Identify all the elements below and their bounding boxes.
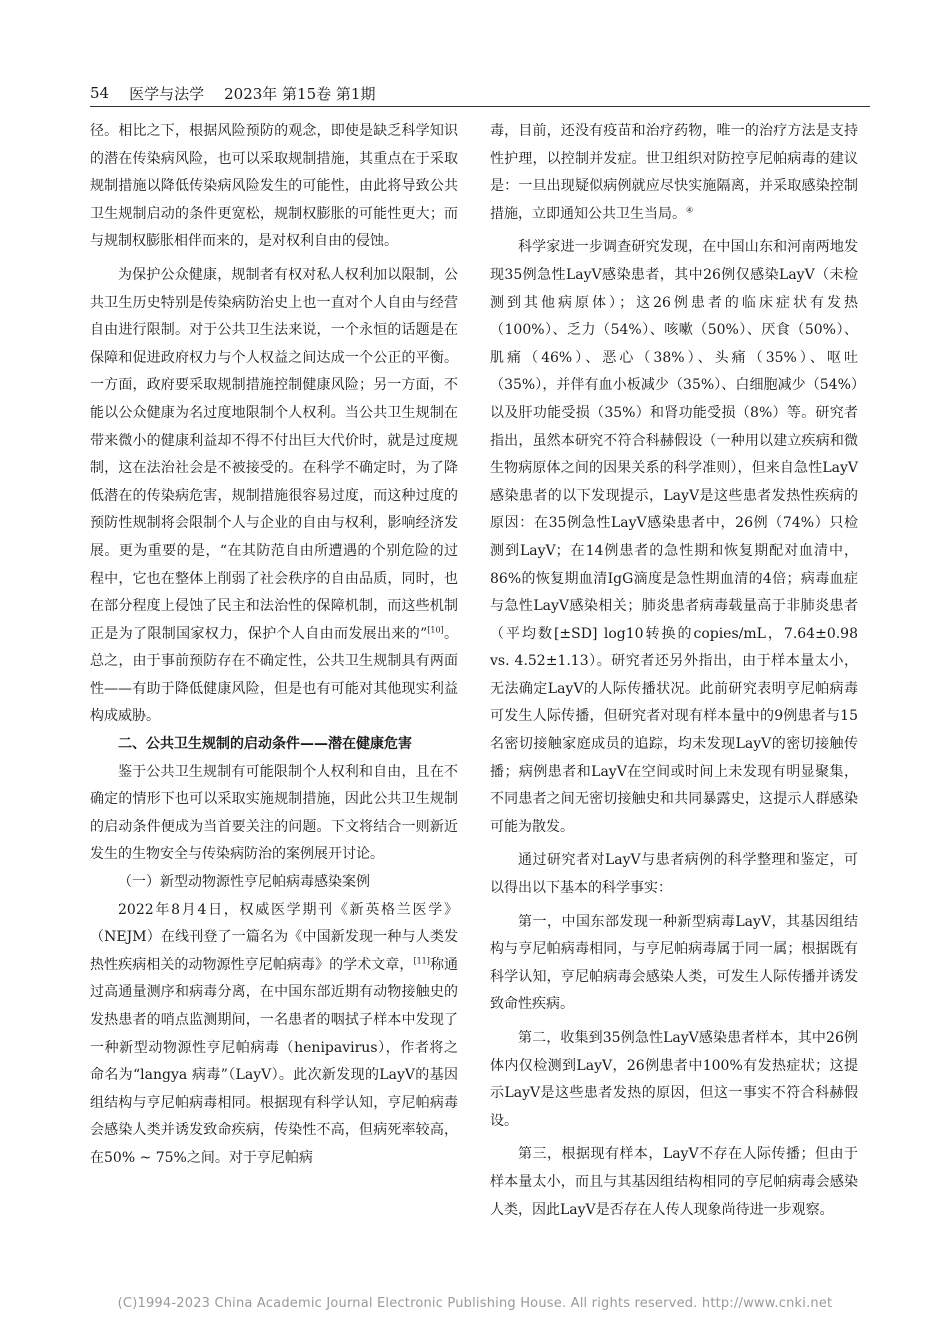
citation-ref[interactable]: [10] <box>427 625 444 635</box>
section-heading: 二、公共卫生规制的启动条件——潜在健康危害 <box>118 736 412 753</box>
paragraph: 科学家进一步调查研究发现，在中国山东和河南两地发现35例急性LayV感染患者，其中26例仅感染LayV（未检测到其他病原体）；这26例患者的临床症状有发热（100%）、乏力（54%）、咳嗽（50%）、厌食（50%）、肌痛（46%）、恶心（38%）、头痛（35%）、呕吐（35%），并伴有血小板减少（35%）、白细胞减少（54%）以及肝功能受损（35%）和肾功能受损（8%）等。研究者指出，虽然本研究不符合科赫假设（一种用以建立疾病和微生物病原体之间的因果关系的科学准则），但来自急性LayV感染患者的以下发现提示，LayV是这些患者发热性疾病的原因：在35例急性LayV感染患者中，26例（74%）只检测到LayV；在14例患者的急性期和恢复期配对血清中，86%的恢复期血清IgG滴度是急性期血清的4倍；病毒血症与急性LayV感染相关；肺炎患者病毒载量高于非肺炎患者（平均数[±SD] log10转换的copies/mL，7.64±0.98 vs. 4.52±1.13）。研究者还另外指出，由于样本量太小，无法确定LayV的人际传播状况。此前研究表明亨尼帕病毒可发生人际传播，但研究者对现有样本量中的9例患者与15名密切接触家庭成员的追踪，均未发现LayV的密切接触传播；病例患者和LayV在空间或时间上未发现有明显聚集，不同患者之间无密切接触史和共同暴露史，这提示人群感染可能为散发。 <box>490 239 858 835</box>
issue-info: 2023年 第15卷 第1期 <box>224 84 376 103</box>
left-column <box>90 118 458 1173</box>
paragraph: 第二，收集到35例急性LayV感染患者样本，其中26例体内仅检测到LayV，26例患者中100%有发热症状；这提示LayV是这些患者发热的原因，但这一事实不符合科赫假设。 <box>490 1030 858 1129</box>
paragraph: 2022年8月4日，权威医学期刊《新英格兰医学》（NEJM）在线刊登了一篇名为《中国新发现一种与人类发热性疾病相关的动物源性亨尼帕病毒》的学术文章，[11]称通过高通量测序和病毒分离，在中国东部近期有动物接触史的发热患者的哨点监测期间，一名患者的咽拭子样本中发现了一种新型动物源性亨尼帕病毒（henipavirus），作者将之命名为“langya 病毒”（LayV）。此次新发现的LayV的基因组结构与亨尼帕病毒相同。根据现有科学认知，亨尼帕病毒会感染人类并诱发致命疾病，传染性不高，但病死率较高，在50% ~ 75%之间。对于亨尼帕病 <box>90 901 459 1166</box>
page-number: 54 <box>90 84 110 102</box>
right-column <box>490 118 858 1224</box>
paragraph: 毒，目前，还没有疫苗和治疗药物，唯一的治疗方法是支持性护理，以控制并发症。世卫组织对防控亨尼帕病毒的建议是：一旦出现疑似病例就应尽快实施隔离，并采取感染控制措施，立即通知公共卫生当局。④ <box>490 123 858 222</box>
paragraph: 第三，根据现有样本，LayV不存在人际传播；但由于样本量太小，而且与其基因组结构相同的亨尼帕病毒会感染人类，因此LayV是否存在人传人现象尚待进一步观察。 <box>490 1146 858 1218</box>
journal-name: 医学与法学 <box>129 84 205 103</box>
running-header <box>90 80 870 107</box>
paragraph: 通过研究者对LayV与患者病例的科学整理和鉴定，可以得出以下基本的科学事实： <box>490 852 858 897</box>
citation-ref[interactable]: [11] <box>413 956 430 966</box>
paragraph: 鉴于公共卫生规制有可能限制个人权利和自由，且在不确定的情形下也可以采取实施规制措施，因此公共卫生规制的启动条件便成为当首要关注的问题。下文将结合一则新近发生的生物安全与传染病防治的案例展开讨论。 <box>90 763 458 863</box>
copyright-footer: (C)1994-2023 China Academic Journal Electronic Publishing House. All rights reserved. http://www.cnki.net <box>117 1296 833 1311</box>
footnote-ref[interactable]: ④ <box>686 205 694 215</box>
paragraph: 径。相比之下，根据风险预防的观念，即使是缺乏科学知识的潜在传染病风险，也可以采取规制措施，其重点在于采取规制措施以降低传染病风险发生的可能性，由此将导致公共卫生规制启动的条件更宽松，规制权膨胀的可能性更大；而与规制权膨胀相伴而来的，是对权利自由的侵蚀。 <box>90 123 458 250</box>
paragraph: 第一，中国东部发现一种新型病毒LayV，其基因组结构与亨尼帕病毒相同，与亨尼帕病毒属于同一属；根据既有科学认知，亨尼帕病毒会感染人类，可发生人际传播并诱发致命性疾病。 <box>490 913 858 1013</box>
paragraph: 为保护公众健康，规制者有权对私人权利加以限制，公共卫生历史特别是传染病防治史上也一直对个人自由与经营自由进行限制。对于公共卫生法来说，一个永恒的话题是在保障和促进政府权力与个人权益之间达成一个公正的平衡。一方面，政府要采取规制措施控制健康风险；另一方面，不能以公众健康为名过度地限制个人权利。当公共卫生规制在带来微小的健康利益却不得不付出巨大代价时，就是过度规制，这在法治社会是不被接受的。在科学不确定时，为了降低潜在的传染病危害，规制措施很容易过度，而这种过度的预防性规制将会限制个人与企业的自由与权利，影响经济发展。更为重要的是，“在其防范自由所遭遇的个别危险的过程中，它也在整体上削弱了社会秩序的自由品质，同时，也在部分程度上侵蚀了民主和法治性的保障机制，而这些机制正是为了限制国家权力，保护个人自由而发展出来的”[10]。总之，由于事前预防存在不确定性，公共卫生规制具有两面性——有助于降低健康风险，但是也有可能对其他现实利益构成威胁。 <box>90 266 459 725</box>
subsection-heading: （一）新型动物源性亨尼帕病毒感染案例 <box>118 874 370 891</box>
